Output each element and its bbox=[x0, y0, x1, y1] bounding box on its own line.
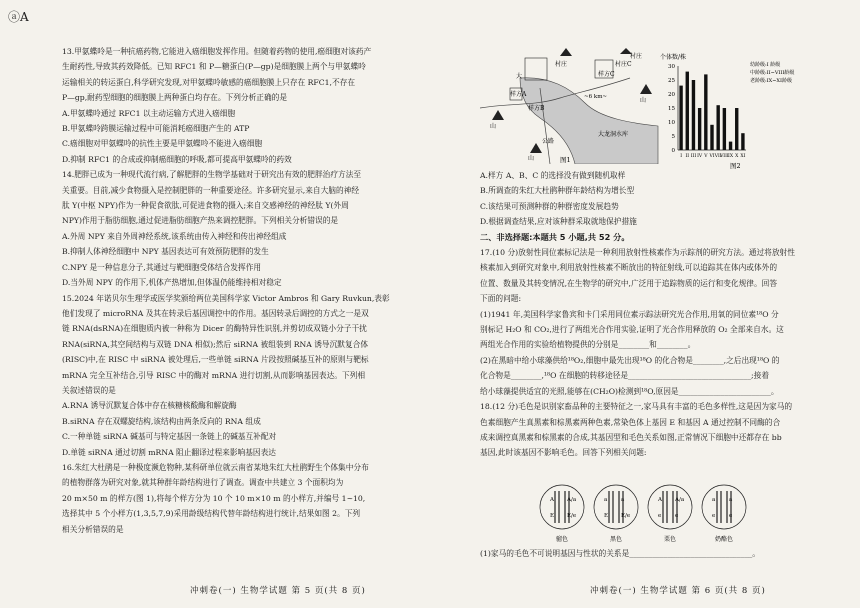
x-tick-label: I bbox=[680, 154, 682, 159]
legend-entry: 中龄级:II~VIII龄级 bbox=[750, 70, 795, 76]
q13-line: B.甲氨蝶呤跨膜运输过程中可能消耗癌细胞产生的 ATP bbox=[62, 124, 250, 134]
coat-color-label: 骝色 bbox=[555, 536, 569, 543]
gene-label: A/a bbox=[567, 497, 577, 503]
q15-line: 关叙述错误的是 bbox=[62, 385, 116, 395]
q17-line: 化合物是________,¹⁸O 在细胞的转移途径是________________________________;接着 bbox=[480, 371, 770, 381]
question-15 bbox=[62, 291, 432, 460]
y-tick-label: 15 bbox=[668, 106, 675, 112]
gene-label: a bbox=[729, 497, 733, 503]
q14-line: NPY)作用于脂肪细胞,通过促进脂肪细胞产热来调控肥胖。下列相关分析错误的是 bbox=[62, 216, 339, 226]
bar bbox=[741, 133, 744, 150]
gene-label: E bbox=[550, 513, 555, 519]
bar bbox=[729, 142, 732, 150]
q16-line: 16.朱红大杜鹃是一种极度濒危物种,某科研单位就云南省某地朱红大杜鹃野生个体集中分布 bbox=[62, 462, 369, 472]
x-tick-label: II bbox=[685, 154, 690, 159]
y-tick-label: 20 bbox=[668, 92, 675, 98]
right-column bbox=[480, 168, 810, 461]
q17-line: 17.(10 分)放射性同位素标记法是一种利用放射性核素作为示踪剂的研究方法。通过将放射性 bbox=[480, 248, 795, 258]
q16-line: 选择其中 5 个小样方(1,3,5,7,9)采用龄级结构代替年龄结构进行统计,结果如图 2。下列 bbox=[62, 509, 361, 519]
map-label: 村庄 bbox=[630, 53, 643, 60]
q15-line: B.siRNA 存在双螺旋结构,该结构由两条反向的 RNA 组成 bbox=[62, 416, 261, 426]
q14-line: 肽 Y(中枢 NPY)作为一种促食欲肽,可促进食物的摄入;来自交感神经的神经肽 Y(外周 bbox=[62, 201, 349, 211]
gene-label: E/e bbox=[567, 513, 577, 519]
corner-mark: ⓐA bbox=[8, 10, 29, 24]
map-label: 公路 bbox=[542, 138, 555, 145]
x-tick-label: IV bbox=[697, 154, 703, 159]
gene-label: e bbox=[729, 513, 733, 519]
q16-option-line: B.所调查的朱红大杜鹃种群年龄结构为增长型 bbox=[480, 186, 635, 196]
bar bbox=[686, 72, 689, 150]
q15-line: mRNA 完全互补结合,引导 RISC 中的酶对 mRNA 进行切割,从而影响基因表达。下列相 bbox=[62, 370, 366, 380]
q18-line: 色素细胞产生真黑素和棕黑素两种色素,常染色体上基因 E 和基因 A 通过控制不同酶的合 bbox=[480, 417, 781, 427]
bar bbox=[710, 125, 713, 150]
cell-circle bbox=[702, 485, 746, 529]
cell-circle bbox=[594, 485, 638, 529]
q17-line: (1)1941 年,美国科学家鲁宾和卡门采用同位素示踪法研究光合作用,用氧的同位素¹⁸O 分 bbox=[480, 309, 779, 319]
q17-line: (2)在黑暗中给小球藻供给¹⁸O₂,细胞中最先出现¹⁸O 的化合物是________,之后出现¹⁸O 的 bbox=[480, 355, 780, 365]
q17-line: 位置、数量及其转变情况,在生物学的研究中,广泛用于追踪物质的运行和变化规律。回答 bbox=[480, 278, 778, 288]
map-label: 样方C bbox=[598, 71, 615, 78]
q14-line: D.当外周 NPY 的作用下,机体产热增加,但体温仍能维持相对稳定 bbox=[62, 278, 282, 288]
q15-line: RNA(siRNA,其空间结构与双链 DNA 相似);然后 siRNA 被组装到 RNA 诱导沉默复合体 bbox=[62, 339, 369, 349]
gene-label: A/a bbox=[675, 497, 685, 503]
gene-label: E/e bbox=[621, 513, 631, 519]
q17-line: 下面的问题: bbox=[480, 294, 522, 304]
q15-line: C.一种单链 siRNA 碱基可与特定基因一条链上的碱基互补配对 bbox=[62, 432, 277, 442]
bar bbox=[698, 108, 701, 150]
q15-line: A.RNA 诱导沉默复合体中存在核糖核酸酶和解旋酶 bbox=[62, 401, 237, 411]
left-column bbox=[62, 44, 432, 537]
cell-circle bbox=[648, 485, 692, 529]
map-label: 大龙洞水库 bbox=[598, 131, 629, 138]
x-tick-label: V bbox=[704, 154, 708, 159]
chart-bars bbox=[679, 72, 745, 159]
question-14 bbox=[62, 167, 432, 290]
section-2-heading: 二、非选择题:本题共 5 小题,共 52 分。 bbox=[480, 231, 630, 242]
x-tick-label: VI bbox=[709, 154, 715, 159]
map-label: 山 bbox=[640, 97, 647, 104]
x-tick-label: XI bbox=[740, 154, 746, 159]
x-tick-label: VII bbox=[714, 154, 722, 159]
question-13 bbox=[62, 44, 432, 167]
q16-line: 相关分析错误的是 bbox=[62, 524, 124, 534]
y-tick-label: 0 bbox=[671, 148, 675, 154]
y-tick-label: 5 bbox=[671, 134, 675, 140]
gene-label: e bbox=[712, 513, 716, 519]
q16-option-line: A.样方 A、B、C 的选择没有做到随机取样 bbox=[480, 171, 626, 180]
gene-label: e bbox=[658, 513, 662, 519]
gene-label: a bbox=[712, 497, 716, 503]
q16-option-line: C.该结果可预测种群的种群密度发展趋势 bbox=[480, 201, 619, 211]
q18-1-text: (1)家马的毛色不可说明基因与性状的关系是________________________________。 bbox=[480, 549, 760, 558]
map-label: 大 bbox=[516, 73, 523, 80]
map-label: 村庄C bbox=[615, 61, 632, 68]
bar bbox=[716, 105, 719, 150]
y-tick-label: 10 bbox=[668, 120, 675, 126]
q14-line: 关重要。目前,减少食物摄入是控制肥胖的一种重要途径。许多研究显示,来自大脑的神经 bbox=[62, 185, 360, 195]
x-tick-label: IX bbox=[728, 154, 734, 159]
bar-chart-svg bbox=[660, 52, 810, 170]
bar bbox=[692, 80, 695, 150]
q15-line: 他们发现了 microRNA 及其在转录后基因调控中的作用。基因转录后调控的方式之一是双 bbox=[62, 308, 369, 318]
x-tick-label: X bbox=[735, 154, 739, 159]
q14-line: A.外周 NPY 来自外周神经系统,该系统由传入神经和传出神经组成 bbox=[62, 231, 287, 241]
gene-label: e bbox=[675, 513, 679, 519]
question-16 bbox=[62, 460, 432, 537]
q18-part1 bbox=[480, 546, 810, 561]
figure-1-map bbox=[480, 48, 660, 164]
y-tick-label: 25 bbox=[668, 78, 675, 84]
bar bbox=[735, 108, 738, 150]
figure-caption: 图2 bbox=[730, 162, 741, 170]
question-16-options bbox=[480, 168, 810, 230]
question-17 bbox=[480, 245, 810, 399]
q13-line: 13.甲氨蝶呤是一种抗癌药物,它能进入癌细胞发挥作用。但随着药物的使用,癌细胞对该药产 bbox=[62, 47, 372, 56]
gene-label: a bbox=[604, 497, 608, 503]
bar bbox=[723, 108, 726, 150]
map-label: 山 bbox=[528, 155, 535, 162]
coat-color-label: 黑色 bbox=[609, 536, 623, 543]
map-label: 样方A bbox=[510, 91, 527, 98]
map-label: 山 bbox=[490, 123, 497, 130]
cell-circle bbox=[540, 485, 584, 529]
q18-line: 基因,此时该基因不影响毛色。回答下列相关问题: bbox=[480, 448, 647, 458]
q18-line: 成来调控真黑素和棕黑素的合成,其基因型和毛色关系如图,正常情况下细胞中还都存在 bb bbox=[480, 432, 782, 442]
q14-line: B.抑制人体神经细胞中 NPY 基因表达可有效预防肥胖的发生 bbox=[62, 247, 269, 257]
chart-legend bbox=[750, 61, 794, 84]
map-label: 村庄 bbox=[555, 61, 568, 68]
footer-left: 冲刺卷(一) 生物学试题 第 5 页(共 8 页) bbox=[190, 586, 366, 596]
q17-line: 别标记 H₂O 和 CO₂,进行了两组光合作用实验,证明了光合作用释放的 O₂ 全部来自水。这 bbox=[480, 325, 784, 335]
q16-line: 20 m×50 m 的样方(图 1),将每个样方分为 10 个 10 m×10 m 的小样方,并编号 1~10, bbox=[62, 493, 366, 503]
q15-line: 15.2024 年诺贝尔生理学或医学奖颁给两位美国科学家 Victor Ambros 和 Gary Ruvkun,表彰 bbox=[62, 293, 390, 303]
q13-line: A.甲氨蝶呤通过 RFC1 以主动运输方式进入癌细胞 bbox=[62, 108, 236, 118]
q15-line: (RISC)中,在 RISC 中 siRNA 被处理后,一些单链 siRNA 片段按照碱基互补的原则与靶标 bbox=[62, 355, 369, 365]
q13-line: P—gp,耐药型细胞的细胞膜上两种蛋白均存在。下列分析正确的是 bbox=[62, 93, 288, 103]
x-tick-label: III bbox=[690, 154, 697, 159]
map-label: 样方B bbox=[528, 105, 545, 112]
q15-line: D.单链 siRNA 通过切割 mRNA 阻止翻译过程来影响基因表达 bbox=[62, 447, 276, 457]
q16-line: 的植物群落为研究对象,就其种群年龄结构进行了调查。调查中共建立 3 个面积均为 bbox=[62, 478, 344, 488]
q13-line: C.癌细胞对甲氨蝶呤的抗性主要是甲氨蝶呤不能进入癌细胞 bbox=[62, 139, 263, 149]
gene-label: E bbox=[604, 513, 609, 519]
q15-line: 链 RNA(dsRNA)在细胞质内被一种称为 Dicer 的酶特异性识别,并剪切成双链小分子干扰 bbox=[62, 324, 367, 334]
q17-line: 核素加入到研究对象中,利用放射性核素不断放出的特征射线,可以追踪其在体内或体外的 bbox=[480, 263, 778, 273]
gene-label: a bbox=[621, 497, 625, 503]
y-axis-label: 个体数/株 bbox=[660, 54, 687, 61]
cells-svg bbox=[536, 483, 751, 545]
q17-line: 两组光合作用的实验给植物提供的分别是________和________。 bbox=[480, 340, 696, 350]
legend-entry: 幼龄级:I 龄级 bbox=[750, 62, 781, 68]
legend-entry: 老龄级:IX~XI龄级 bbox=[750, 78, 792, 84]
coat-color-label: 栗色 bbox=[663, 536, 677, 543]
figure-caption: 图1 bbox=[560, 156, 571, 164]
q13-line: 运输相关的转运蛋白,科学研究发现,对甲氨蝶呤敏感的癌细胞膜上只存在 RFC1,不存在 bbox=[62, 77, 356, 87]
footer-right: 冲刺卷(一) 生物学试题 第 6 页(共 8 页) bbox=[590, 586, 766, 596]
y-tick-label: 30 bbox=[668, 64, 675, 70]
map-label: ~6 km~ bbox=[584, 94, 608, 100]
gene-label: A bbox=[658, 497, 662, 503]
bar bbox=[679, 86, 682, 150]
question-18 bbox=[480, 399, 810, 461]
bar bbox=[704, 74, 707, 150]
coat-color-label: 奶酪色 bbox=[714, 536, 734, 543]
cell-diagrams bbox=[536, 483, 751, 545]
q16-option-line: D.根据调查结果,应对该种群采取就地保护措施 bbox=[480, 217, 637, 227]
gene-label: A bbox=[550, 497, 554, 503]
x-tick-label: VIII bbox=[720, 154, 729, 159]
map-svg bbox=[480, 48, 660, 164]
q13-line: D.抑制 RFC1 的合成或抑制癌细胞的呼吸,都可提高甲氨蝶呤的药效 bbox=[62, 154, 292, 164]
q14-line: 14.肥胖已成为一种现代流行病,了解肥胖的生物学基础对于研究出有效的肥胖治疗方法至 bbox=[62, 170, 362, 180]
q17-line: 给小球藻提供适宜的光照,能够在(CH₂O)检测到¹⁸O,原因是________________________。 bbox=[480, 386, 779, 396]
q18-line: 18.(12 分)毛色是识别家畜品种的主要特征之一,家马具有丰富的毛色多样性,这是因为家马的 bbox=[480, 402, 793, 412]
q13-line: 生耐药性,导致其药效降低。已知 RFC1 和 P—糖蛋白(P—gp)是细胞膜上两个与甲氨蝶呤 bbox=[62, 62, 366, 72]
figure-2-chart bbox=[660, 52, 810, 170]
q14-line: C.NPY 是一种信息分子,其通过与靶细胞受体结合发挥作用 bbox=[62, 262, 262, 272]
